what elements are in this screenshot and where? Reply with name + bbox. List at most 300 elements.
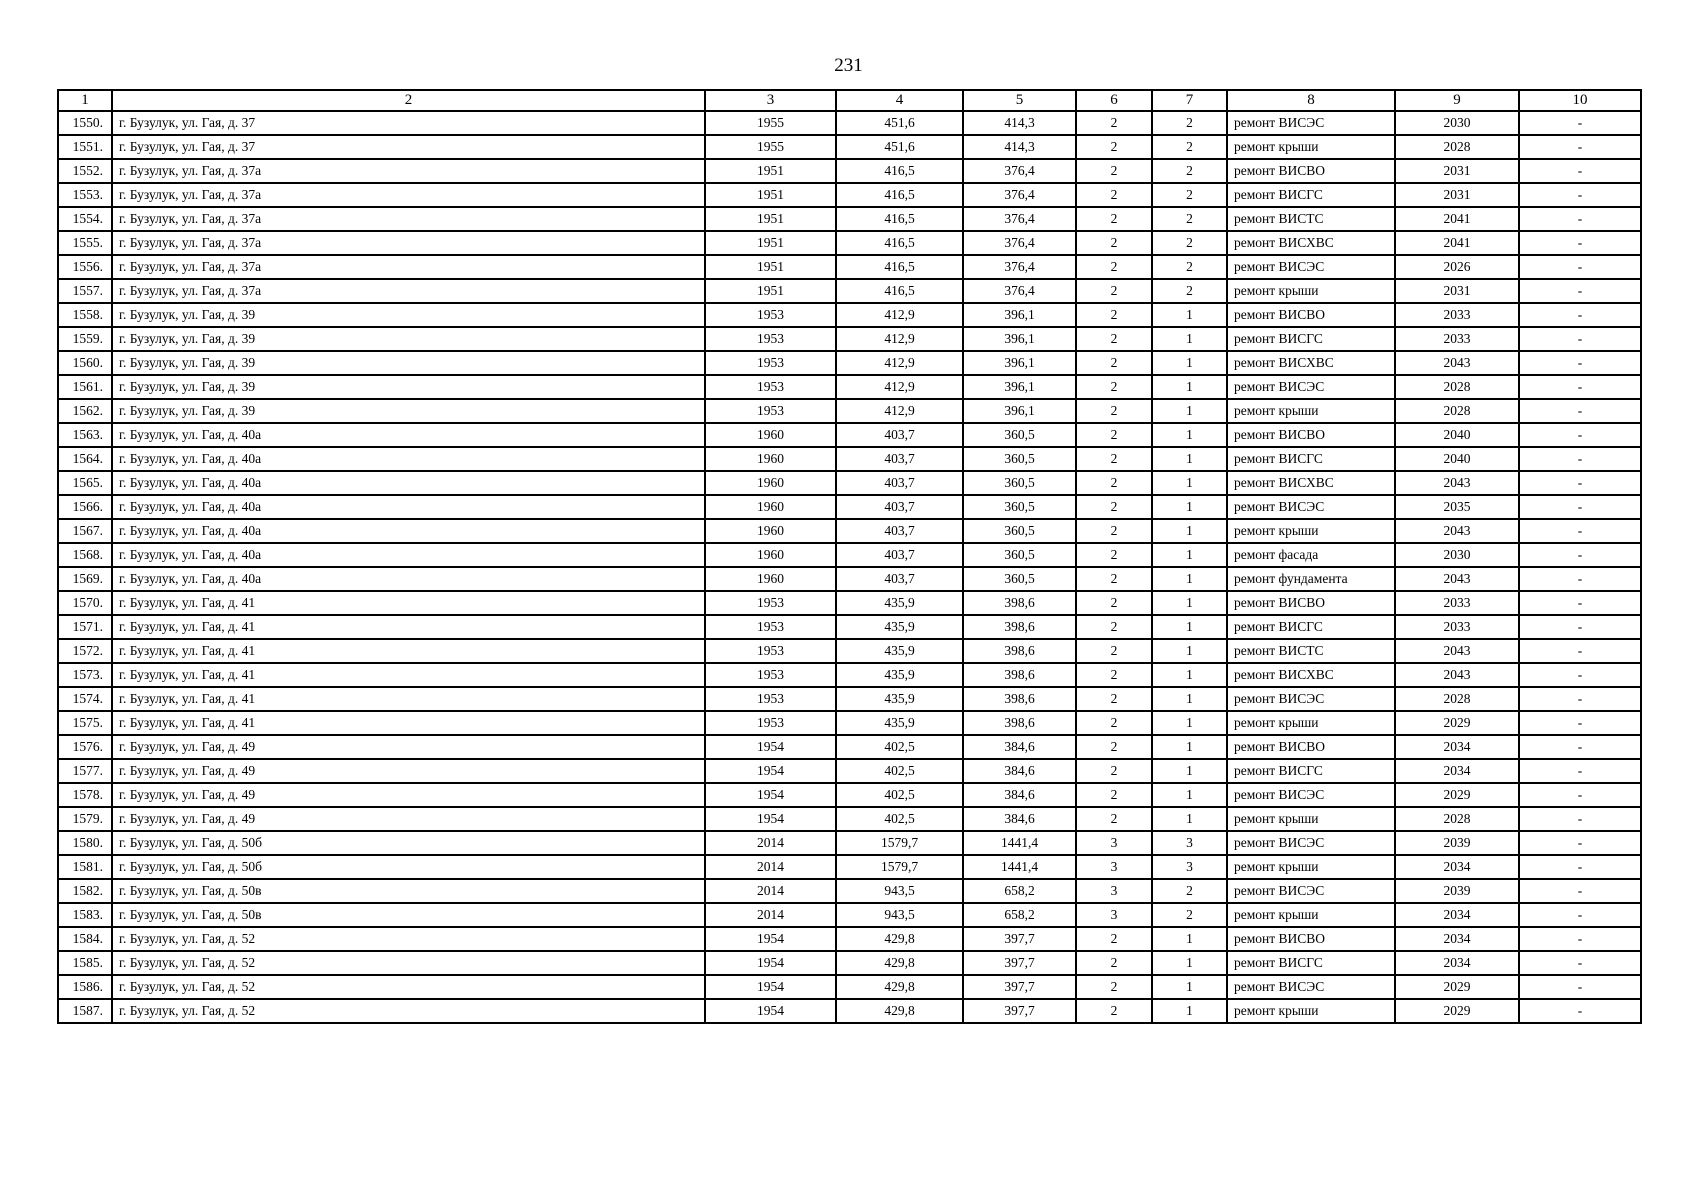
year-built-cell: 1951 [705, 255, 836, 279]
total-area-cell: 416,5 [836, 255, 963, 279]
entrances-cell: 1 [1152, 375, 1227, 399]
row-number-cell: 1572. [58, 639, 112, 663]
table-row [58, 111, 1641, 135]
year-built-cell: 1954 [705, 975, 836, 999]
total-area-cell: 429,8 [836, 927, 963, 951]
address-cell: г. Бузулук, ул. Гая, д. 39 [112, 375, 705, 399]
year-built-cell: 1954 [705, 951, 836, 975]
work-type-cell: ремонт ВИСГС [1227, 759, 1395, 783]
address-cell: г. Бузулук, ул. Гая, д. 41 [112, 663, 705, 687]
planned-year-cell: 2031 [1395, 183, 1519, 207]
table-row [58, 687, 1641, 711]
total-area-cell: 435,9 [836, 591, 963, 615]
living-area-cell: 658,2 [963, 903, 1076, 927]
total-area-cell: 435,9 [836, 663, 963, 687]
entrances-cell: 1 [1152, 543, 1227, 567]
living-area-cell: 396,1 [963, 327, 1076, 351]
row-number-cell: 1560. [58, 351, 112, 375]
living-area-cell: 360,5 [963, 567, 1076, 591]
planned-year-cell: 2033 [1395, 615, 1519, 639]
floors-cell: 2 [1076, 447, 1152, 471]
work-type-cell: ремонт крыши [1227, 399, 1395, 423]
living-area-cell: 384,6 [963, 759, 1076, 783]
work-type-cell: ремонт ВИСЭС [1227, 111, 1395, 135]
living-area-cell: 396,1 [963, 351, 1076, 375]
work-type-cell: ремонт ВИСВО [1227, 927, 1395, 951]
work-type-cell: ремонт ВИСХВС [1227, 663, 1395, 687]
floors-cell: 2 [1076, 927, 1152, 951]
note-cell: - [1519, 567, 1641, 591]
work-type-cell: ремонт крыши [1227, 711, 1395, 735]
address-cell: г. Бузулук, ул. Гая, д. 50б [112, 831, 705, 855]
year-built-cell: 1960 [705, 543, 836, 567]
page-number: 231 [834, 55, 863, 76]
table-row [58, 615, 1641, 639]
row-number-cell: 1561. [58, 375, 112, 399]
row-number-cell: 1559. [58, 327, 112, 351]
note-cell: - [1519, 375, 1641, 399]
entrances-cell: 1 [1152, 687, 1227, 711]
work-type-cell: ремонт ВИСХВС [1227, 471, 1395, 495]
row-number-cell: 1568. [58, 543, 112, 567]
note-cell: - [1519, 207, 1641, 231]
total-area-cell: 403,7 [836, 423, 963, 447]
planned-year-cell: 2043 [1395, 519, 1519, 543]
row-number-cell: 1576. [58, 735, 112, 759]
address-cell: г. Бузулук, ул. Гая, д. 37а [112, 255, 705, 279]
year-built-cell: 1960 [705, 471, 836, 495]
row-number-cell: 1567. [58, 519, 112, 543]
table-row [58, 639, 1641, 663]
planned-year-cell: 2034 [1395, 759, 1519, 783]
note-cell: - [1519, 543, 1641, 567]
year-built-cell: 1951 [705, 159, 836, 183]
year-built-cell: 1951 [705, 207, 836, 231]
column-header-8: 8 [1227, 90, 1395, 111]
total-area-cell: 435,9 [836, 639, 963, 663]
planned-year-cell: 2043 [1395, 351, 1519, 375]
living-area-cell: 397,7 [963, 927, 1076, 951]
column-header-1: 1 [58, 90, 112, 111]
total-area-cell: 402,5 [836, 783, 963, 807]
entrances-cell: 3 [1152, 855, 1227, 879]
year-built-cell: 1953 [705, 639, 836, 663]
table-row [58, 999, 1641, 1023]
work-type-cell: ремонт крыши [1227, 135, 1395, 159]
work-type-cell: ремонт крыши [1227, 999, 1395, 1023]
work-type-cell: ремонт ВИСТС [1227, 639, 1395, 663]
note-cell: - [1519, 903, 1641, 927]
note-cell: - [1519, 975, 1641, 999]
row-number-cell: 1556. [58, 255, 112, 279]
row-number-cell: 1571. [58, 615, 112, 639]
entrances-cell: 1 [1152, 735, 1227, 759]
planned-year-cell: 2028 [1395, 135, 1519, 159]
planned-year-cell: 2031 [1395, 159, 1519, 183]
planned-year-cell: 2031 [1395, 279, 1519, 303]
total-area-cell: 1579,7 [836, 831, 963, 855]
living-area-cell: 1441,4 [963, 855, 1076, 879]
living-area-cell: 396,1 [963, 375, 1076, 399]
table-row [58, 543, 1641, 567]
table-row [58, 735, 1641, 759]
work-type-cell: ремонт ВИСГС [1227, 951, 1395, 975]
table-row [58, 831, 1641, 855]
entrances-cell: 1 [1152, 423, 1227, 447]
table-header-row [58, 90, 1641, 111]
address-cell: г. Бузулук, ул. Гая, д. 52 [112, 975, 705, 999]
address-cell: г. Бузулук, ул. Гая, д. 52 [112, 951, 705, 975]
year-built-cell: 1953 [705, 615, 836, 639]
floors-cell: 2 [1076, 111, 1152, 135]
total-area-cell: 402,5 [836, 807, 963, 831]
note-cell: - [1519, 999, 1641, 1023]
table-row [58, 327, 1641, 351]
table-body [58, 111, 1641, 1023]
planned-year-cell: 2026 [1395, 255, 1519, 279]
year-built-cell: 1960 [705, 519, 836, 543]
year-built-cell: 1953 [705, 663, 836, 687]
year-built-cell: 1954 [705, 999, 836, 1023]
living-area-cell: 398,6 [963, 591, 1076, 615]
living-area-cell: 414,3 [963, 135, 1076, 159]
planned-year-cell: 2043 [1395, 567, 1519, 591]
year-built-cell: 1955 [705, 111, 836, 135]
floors-cell: 2 [1076, 615, 1152, 639]
address-cell: г. Бузулук, ул. Гая, д. 37 [112, 135, 705, 159]
table-row [58, 207, 1641, 231]
floors-cell: 2 [1076, 567, 1152, 591]
planned-year-cell: 2034 [1395, 735, 1519, 759]
row-number-cell: 1577. [58, 759, 112, 783]
row-number-cell: 1580. [58, 831, 112, 855]
living-area-cell: 397,7 [963, 999, 1076, 1023]
year-built-cell: 1954 [705, 783, 836, 807]
column-header-3: 3 [705, 90, 836, 111]
living-area-cell: 398,6 [963, 711, 1076, 735]
table-row [58, 903, 1641, 927]
entrances-cell: 1 [1152, 759, 1227, 783]
work-type-cell: ремонт ВИСВО [1227, 735, 1395, 759]
work-type-cell: ремонт ВИСЭС [1227, 255, 1395, 279]
table-row [58, 783, 1641, 807]
work-type-cell: ремонт ВИСЭС [1227, 495, 1395, 519]
entrances-cell: 1 [1152, 327, 1227, 351]
entrances-cell: 1 [1152, 591, 1227, 615]
entrances-cell: 2 [1152, 279, 1227, 303]
year-built-cell: 1951 [705, 231, 836, 255]
column-header-10: 10 [1519, 90, 1641, 111]
address-cell: г. Бузулук, ул. Гая, д. 50б [112, 855, 705, 879]
table-row [58, 855, 1641, 879]
entrances-cell: 1 [1152, 663, 1227, 687]
planned-year-cell: 2029 [1395, 975, 1519, 999]
entrances-cell: 2 [1152, 135, 1227, 159]
row-number-cell: 1557. [58, 279, 112, 303]
note-cell: - [1519, 735, 1641, 759]
living-area-cell: 360,5 [963, 423, 1076, 447]
address-cell: г. Бузулук, ул. Гая, д. 49 [112, 759, 705, 783]
floors-cell: 2 [1076, 471, 1152, 495]
address-cell: г. Бузулук, ул. Гая, д. 52 [112, 927, 705, 951]
work-type-cell: ремонт ВИСЭС [1227, 879, 1395, 903]
entrances-cell: 3 [1152, 831, 1227, 855]
year-built-cell: 1953 [705, 351, 836, 375]
work-type-cell: ремонт ВИСЭС [1227, 687, 1395, 711]
floors-cell: 2 [1076, 159, 1152, 183]
floors-cell: 2 [1076, 495, 1152, 519]
column-header-6: 6 [1076, 90, 1152, 111]
address-cell: г. Бузулук, ул. Гая, д. 41 [112, 687, 705, 711]
row-number-cell: 1563. [58, 423, 112, 447]
note-cell: - [1519, 615, 1641, 639]
living-area-cell: 360,5 [963, 447, 1076, 471]
planned-year-cell: 2034 [1395, 951, 1519, 975]
address-cell: г. Бузулук, ул. Гая, д. 40а [112, 447, 705, 471]
total-area-cell: 403,7 [836, 495, 963, 519]
living-area-cell: 398,6 [963, 663, 1076, 687]
row-number-cell: 1574. [58, 687, 112, 711]
table-row [58, 183, 1641, 207]
living-area-cell: 360,5 [963, 495, 1076, 519]
living-area-cell: 398,6 [963, 687, 1076, 711]
planned-year-cell: 2028 [1395, 687, 1519, 711]
row-number-cell: 1562. [58, 399, 112, 423]
year-built-cell: 2014 [705, 879, 836, 903]
year-built-cell: 1951 [705, 279, 836, 303]
address-cell: г. Бузулук, ул. Гая, д. 40а [112, 423, 705, 447]
entrances-cell: 2 [1152, 879, 1227, 903]
work-type-cell: ремонт крыши [1227, 807, 1395, 831]
repair-schedule-table [57, 89, 1642, 1024]
floors-cell: 2 [1076, 327, 1152, 351]
year-built-cell: 1953 [705, 327, 836, 351]
work-type-cell: ремонт ВИСВО [1227, 303, 1395, 327]
entrances-cell: 2 [1152, 231, 1227, 255]
entrances-cell: 1 [1152, 351, 1227, 375]
address-cell: г. Бузулук, ул. Гая, д. 41 [112, 639, 705, 663]
table-row [58, 807, 1641, 831]
note-cell: - [1519, 135, 1641, 159]
living-area-cell: 398,6 [963, 615, 1076, 639]
total-area-cell: 429,8 [836, 951, 963, 975]
address-cell: г. Бузулук, ул. Гая, д. 39 [112, 351, 705, 375]
floors-cell: 2 [1076, 399, 1152, 423]
year-built-cell: 2014 [705, 903, 836, 927]
entrances-cell: 1 [1152, 399, 1227, 423]
work-type-cell: ремонт ВИСТС [1227, 207, 1395, 231]
living-area-cell: 376,4 [963, 183, 1076, 207]
living-area-cell: 396,1 [963, 399, 1076, 423]
total-area-cell: 412,9 [836, 351, 963, 375]
total-area-cell: 943,5 [836, 903, 963, 927]
address-cell: г. Бузулук, ул. Гая, д. 49 [112, 807, 705, 831]
work-type-cell: ремонт крыши [1227, 903, 1395, 927]
floors-cell: 2 [1076, 231, 1152, 255]
year-built-cell: 1955 [705, 135, 836, 159]
total-area-cell: 412,9 [836, 327, 963, 351]
work-type-cell: ремонт ВИСВО [1227, 591, 1395, 615]
living-area-cell: 396,1 [963, 303, 1076, 327]
entrances-cell: 1 [1152, 783, 1227, 807]
living-area-cell: 360,5 [963, 519, 1076, 543]
year-built-cell: 1953 [705, 687, 836, 711]
column-header-7: 7 [1152, 90, 1227, 111]
work-type-cell: ремонт крыши [1227, 855, 1395, 879]
note-cell: - [1519, 399, 1641, 423]
living-area-cell: 397,7 [963, 951, 1076, 975]
entrances-cell: 1 [1152, 615, 1227, 639]
planned-year-cell: 2043 [1395, 639, 1519, 663]
year-built-cell: 2014 [705, 831, 836, 855]
table-row [58, 351, 1641, 375]
row-number-cell: 1564. [58, 447, 112, 471]
note-cell: - [1519, 447, 1641, 471]
row-number-cell: 1583. [58, 903, 112, 927]
work-type-cell: ремонт ВИСЭС [1227, 375, 1395, 399]
row-number-cell: 1579. [58, 807, 112, 831]
floors-cell: 2 [1076, 759, 1152, 783]
work-type-cell: ремонт ВИСВО [1227, 159, 1395, 183]
note-cell: - [1519, 327, 1641, 351]
planned-year-cell: 2034 [1395, 927, 1519, 951]
note-cell: - [1519, 495, 1641, 519]
table-row [58, 447, 1641, 471]
total-area-cell: 402,5 [836, 759, 963, 783]
work-type-cell: ремонт ВИСВО [1227, 423, 1395, 447]
year-built-cell: 1954 [705, 807, 836, 831]
note-cell: - [1519, 303, 1641, 327]
entrances-cell: 2 [1152, 111, 1227, 135]
floors-cell: 2 [1076, 591, 1152, 615]
address-cell: г. Бузулук, ул. Гая, д. 50в [112, 903, 705, 927]
table-row [58, 591, 1641, 615]
note-cell: - [1519, 759, 1641, 783]
total-area-cell: 403,7 [836, 519, 963, 543]
note-cell: - [1519, 951, 1641, 975]
entrances-cell: 2 [1152, 159, 1227, 183]
year-built-cell: 1953 [705, 303, 836, 327]
planned-year-cell: 2033 [1395, 303, 1519, 327]
floors-cell: 2 [1076, 351, 1152, 375]
address-cell: г. Бузулук, ул. Гая, д. 52 [112, 999, 705, 1023]
row-number-cell: 1554. [58, 207, 112, 231]
planned-year-cell: 2034 [1395, 855, 1519, 879]
row-number-cell: 1587. [58, 999, 112, 1023]
planned-year-cell: 2043 [1395, 663, 1519, 687]
floors-cell: 2 [1076, 639, 1152, 663]
floors-cell: 2 [1076, 255, 1152, 279]
floors-cell: 3 [1076, 831, 1152, 855]
note-cell: - [1519, 879, 1641, 903]
row-number-cell: 1573. [58, 663, 112, 687]
address-cell: г. Бузулук, ул. Гая, д. 39 [112, 303, 705, 327]
work-type-cell: ремонт ВИСГС [1227, 615, 1395, 639]
row-number-cell: 1552. [58, 159, 112, 183]
floors-cell: 2 [1076, 783, 1152, 807]
address-cell: г. Бузулук, ул. Гая, д. 41 [112, 615, 705, 639]
entrances-cell: 1 [1152, 951, 1227, 975]
address-cell: г. Бузулук, ул. Гая, д. 40а [112, 471, 705, 495]
note-cell: - [1519, 831, 1641, 855]
address-cell: г. Бузулук, ул. Гая, д. 49 [112, 735, 705, 759]
floors-cell: 2 [1076, 807, 1152, 831]
work-type-cell: ремонт крыши [1227, 279, 1395, 303]
table-row [58, 975, 1641, 999]
address-cell: г. Бузулук, ул. Гая, д. 41 [112, 711, 705, 735]
total-area-cell: 403,7 [836, 567, 963, 591]
year-built-cell: 2014 [705, 855, 836, 879]
note-cell: - [1519, 687, 1641, 711]
address-cell: г. Бузулук, ул. Гая, д. 37а [112, 279, 705, 303]
table-row [58, 879, 1641, 903]
floors-cell: 2 [1076, 975, 1152, 999]
table-row [58, 423, 1641, 447]
entrances-cell: 2 [1152, 255, 1227, 279]
total-area-cell: 435,9 [836, 615, 963, 639]
work-type-cell: ремонт ВИСГС [1227, 447, 1395, 471]
total-area-cell: 412,9 [836, 375, 963, 399]
year-built-cell: 1953 [705, 591, 836, 615]
address-cell: г. Бузулук, ул. Гая, д. 39 [112, 327, 705, 351]
table-row [58, 135, 1641, 159]
floors-cell: 2 [1076, 735, 1152, 759]
note-cell: - [1519, 159, 1641, 183]
planned-year-cell: 2035 [1395, 495, 1519, 519]
living-area-cell: 376,4 [963, 255, 1076, 279]
note-cell: - [1519, 471, 1641, 495]
living-area-cell: 658,2 [963, 879, 1076, 903]
year-built-cell: 1954 [705, 735, 836, 759]
row-number-cell: 1585. [58, 951, 112, 975]
planned-year-cell: 2040 [1395, 447, 1519, 471]
entrances-cell: 1 [1152, 471, 1227, 495]
note-cell: - [1519, 855, 1641, 879]
entrances-cell: 1 [1152, 927, 1227, 951]
living-area-cell: 384,6 [963, 783, 1076, 807]
total-area-cell: 403,7 [836, 447, 963, 471]
work-type-cell: ремонт ВИСГС [1227, 327, 1395, 351]
address-cell: г. Бузулук, ул. Гая, д. 40а [112, 519, 705, 543]
note-cell: - [1519, 183, 1641, 207]
planned-year-cell: 2029 [1395, 999, 1519, 1023]
entrances-cell: 1 [1152, 519, 1227, 543]
total-area-cell: 451,6 [836, 135, 963, 159]
living-area-cell: 360,5 [963, 471, 1076, 495]
floors-cell: 2 [1076, 183, 1152, 207]
year-built-cell: 1960 [705, 567, 836, 591]
total-area-cell: 416,5 [836, 207, 963, 231]
column-header-4: 4 [836, 90, 963, 111]
total-area-cell: 412,9 [836, 303, 963, 327]
note-cell: - [1519, 711, 1641, 735]
living-area-cell: 376,4 [963, 279, 1076, 303]
floors-cell: 2 [1076, 303, 1152, 327]
planned-year-cell: 2040 [1395, 423, 1519, 447]
work-type-cell: ремонт ВИСЭС [1227, 975, 1395, 999]
note-cell: - [1519, 591, 1641, 615]
living-area-cell: 384,6 [963, 807, 1076, 831]
note-cell: - [1519, 231, 1641, 255]
total-area-cell: 416,5 [836, 279, 963, 303]
work-type-cell: ремонт ВИСЭС [1227, 783, 1395, 807]
note-cell: - [1519, 279, 1641, 303]
planned-year-cell: 2029 [1395, 711, 1519, 735]
note-cell: - [1519, 783, 1641, 807]
address-cell: г. Бузулук, ул. Гая, д. 37 [112, 111, 705, 135]
address-cell: г. Бузулук, ул. Гая, д. 41 [112, 591, 705, 615]
total-area-cell: 435,9 [836, 687, 963, 711]
